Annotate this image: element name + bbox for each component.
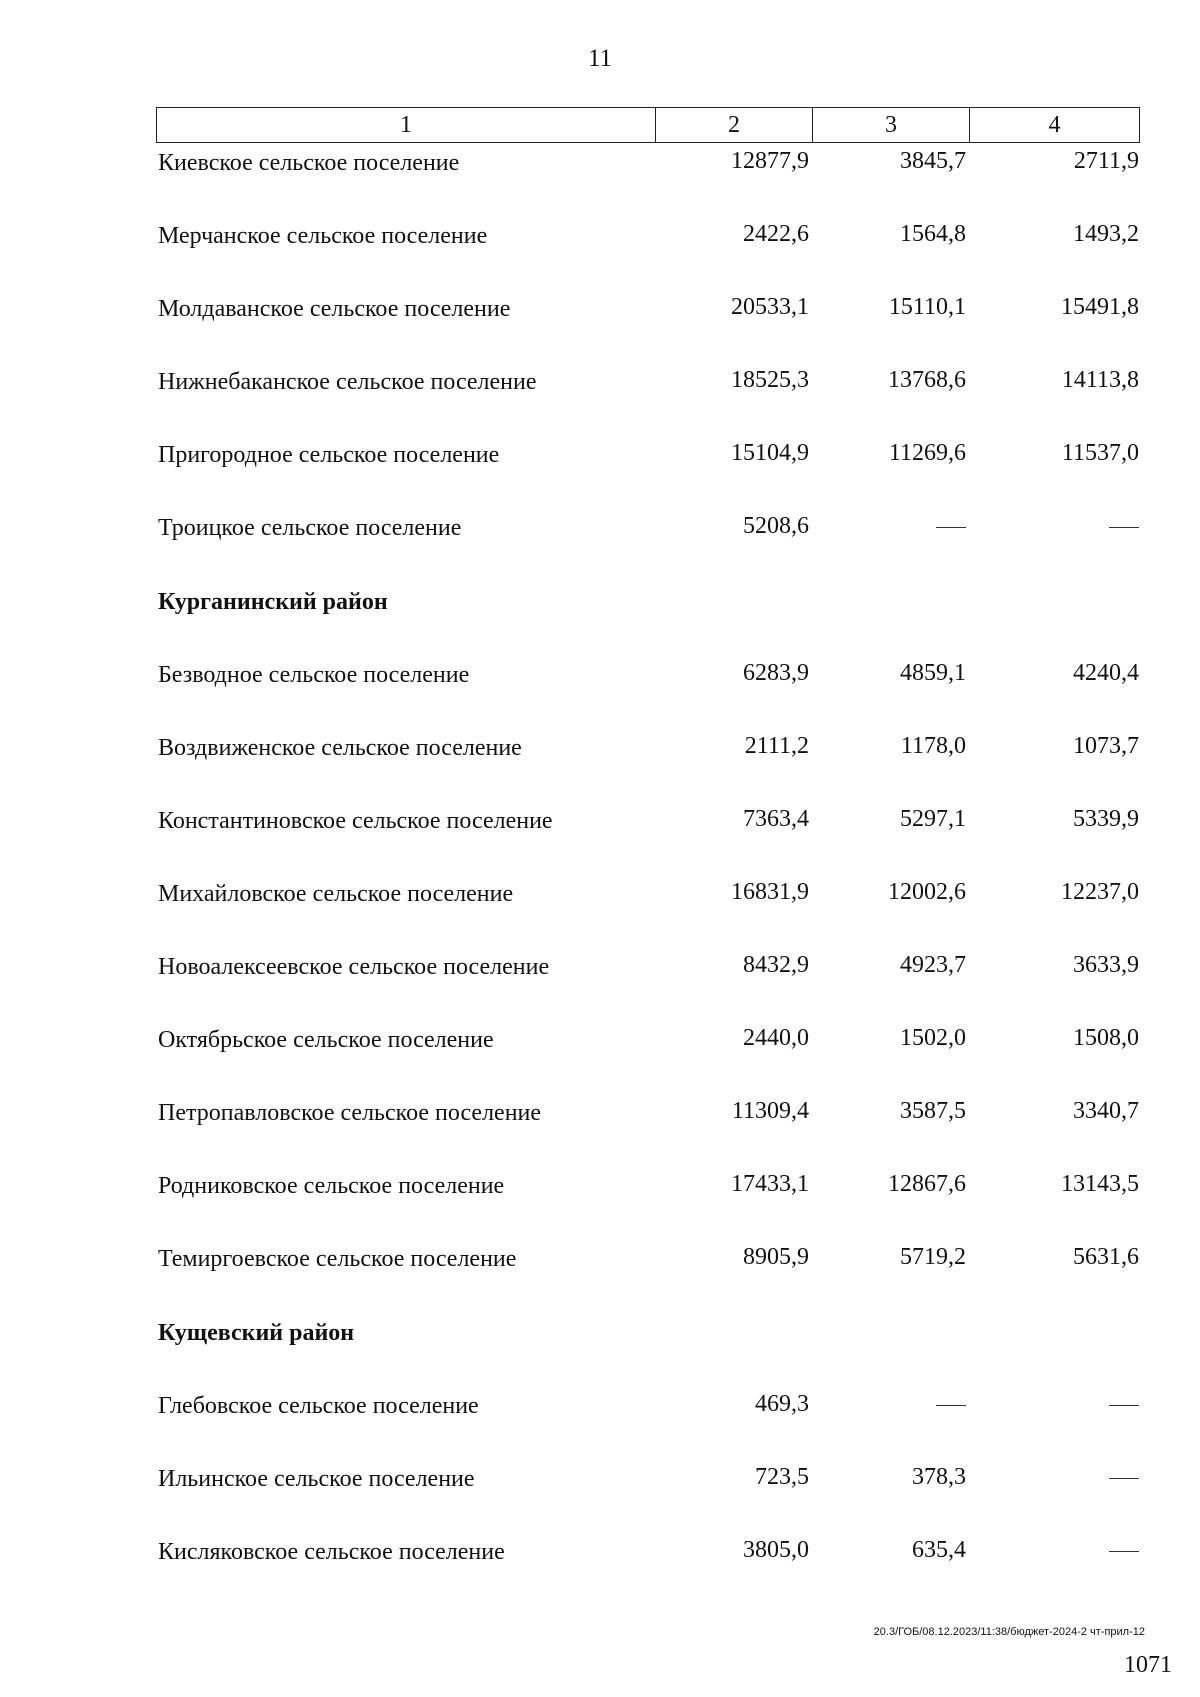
settlement-name: Ильинское сельское поселение — [158, 1465, 475, 1492]
document-code: 20.3/ГОБ/08.12.2023/11:38/бюджет-2024-2 чт-прил-12 — [873, 1626, 1145, 1638]
value-col-4: 3340,7 — [1073, 1098, 1139, 1125]
value-col-2: 469,3 — [755, 1390, 809, 1417]
settlement-name: Константиновское сельское поселение — [158, 807, 553, 834]
table-row — [0, 148, 1200, 221]
value-col-2: 17433,1 — [731, 1171, 809, 1198]
settlement-name: Нижнебаканское сельское поселение — [158, 369, 537, 396]
section-header-row — [0, 1318, 1200, 1391]
value-col-2: 8905,9 — [743, 1244, 809, 1271]
dash-mark — [936, 1405, 966, 1406]
table-row — [0, 1537, 1200, 1610]
section-header-row — [0, 587, 1200, 660]
table-row — [0, 440, 1200, 513]
value-col-4: 15491,8 — [1061, 294, 1139, 321]
table-row — [0, 806, 1200, 879]
table-row — [0, 879, 1200, 952]
settlement-name: Пригородное сельское поселение — [158, 442, 500, 469]
value-col-4: 4240,4 — [1073, 659, 1139, 686]
table-row — [0, 660, 1200, 733]
table-row — [0, 221, 1200, 294]
table-row — [0, 952, 1200, 1025]
value-col-4: 3633,9 — [1073, 952, 1139, 979]
value-col-4: 5631,6 — [1073, 1244, 1139, 1271]
footer-page-number: 1071 — [1124, 1652, 1172, 1678]
table-row — [0, 513, 1200, 586]
settlement-name: Родниковское сельское поселение — [158, 1173, 505, 1200]
value-col-2: 16831,9 — [731, 878, 809, 905]
empty-dash — [816, 1391, 966, 1418]
value-col-2: 12877,9 — [731, 148, 809, 174]
table-row — [0, 367, 1200, 440]
header-cell-4: 4 — [1048, 112, 1061, 138]
value-col-3: 5719,2 — [900, 1244, 966, 1271]
value-col-3: 12867,6 — [888, 1171, 966, 1198]
value-col-2: 15104,9 — [731, 440, 809, 467]
empty-dash — [989, 1464, 1139, 1491]
header-cell-3: 3 — [813, 108, 970, 142]
section-title: Кущевский район — [158, 1319, 355, 1346]
dash-mark — [1109, 1405, 1139, 1406]
settlement-name: Глебовское сельское поселение — [158, 1392, 479, 1419]
header-cell-2: 2 — [656, 108, 813, 142]
value-col-3: 11269,6 — [888, 440, 966, 467]
settlement-name: Петропавловское сельское поселение — [158, 1100, 542, 1127]
value-col-3: 1502,0 — [900, 1025, 966, 1052]
value-col-4: 13143,5 — [1061, 1171, 1139, 1198]
value-col-3: 4859,1 — [900, 659, 966, 686]
settlement-name: Новоалексеевское сельское поселение — [158, 954, 550, 981]
value-col-3: 635,4 — [912, 1536, 966, 1563]
value-col-2: 20533,1 — [731, 294, 809, 321]
settlement-name: Троицкое сельское поселение — [158, 515, 462, 542]
value-col-3: 13768,6 — [888, 367, 966, 394]
settlement-name: Михайловское сельское поселение — [158, 880, 514, 907]
value-col-4: 1493,2 — [1073, 221, 1139, 248]
empty-dash — [989, 1537, 1139, 1564]
settlement-name: Воздвиженское сельское поселение — [158, 734, 522, 761]
value-col-2: 6283,9 — [743, 659, 809, 686]
value-col-2: 18525,3 — [731, 367, 809, 394]
settlement-name: Кисляковское сельское поселение — [158, 1538, 505, 1565]
table-row — [0, 1025, 1200, 1098]
value-col-2: 3805,0 — [743, 1536, 809, 1563]
empty-dash — [989, 513, 1139, 540]
header-cell-1: 1 — [157, 108, 656, 142]
value-col-4: 2711,9 — [1073, 148, 1139, 174]
value-col-4: 12237,0 — [1061, 878, 1139, 905]
page-number: 11 — [587, 45, 613, 72]
settlement-name: Киевское сельское поселение — [158, 150, 460, 176]
table-body — [0, 148, 1200, 1610]
empty-dash — [816, 513, 966, 540]
value-col-2: 8432,9 — [743, 952, 809, 979]
table-row — [0, 1391, 1200, 1464]
table-row — [0, 733, 1200, 806]
section-title: Курганинский район — [158, 588, 388, 615]
value-col-3: 1178,0 — [900, 732, 966, 759]
value-col-3: 378,3 — [912, 1463, 966, 1490]
table-header — [156, 107, 1140, 143]
dash-mark — [1109, 527, 1139, 528]
value-col-3: 12002,6 — [888, 878, 966, 905]
table-row — [0, 1464, 1200, 1537]
value-col-2: 7363,4 — [743, 805, 809, 832]
settlement-name: Мерчанское сельское поселение — [158, 223, 488, 250]
settlement-name: Октябрьское сельское поселение — [158, 1027, 494, 1054]
table-row — [0, 294, 1200, 367]
value-col-4: 5339,9 — [1073, 805, 1139, 832]
empty-dash — [989, 1391, 1139, 1418]
value-col-4: 1508,0 — [1073, 1025, 1139, 1052]
value-col-2: 5208,6 — [743, 513, 809, 540]
value-col-2: 2111,2 — [744, 732, 809, 759]
value-col-3: 3587,5 — [900, 1098, 966, 1125]
table-row — [0, 1244, 1200, 1317]
value-col-2: 2440,0 — [743, 1025, 809, 1052]
settlement-name: Безводное сельское поселение — [158, 661, 470, 688]
value-col-3: 5297,1 — [900, 805, 966, 832]
value-col-2: 2422,6 — [743, 221, 809, 248]
value-col-3: 15110,1 — [888, 294, 966, 321]
value-col-2: 723,5 — [755, 1463, 809, 1490]
value-col-3: 4923,7 — [900, 952, 966, 979]
settlement-name: Темиргоевское сельское поселение — [158, 1246, 517, 1273]
value-col-2: 11309,4 — [731, 1098, 809, 1125]
table-row — [0, 1171, 1200, 1244]
value-col-4: 14113,8 — [1061, 367, 1139, 394]
dash-mark — [1109, 1478, 1139, 1479]
value-col-3: 3845,7 — [900, 148, 966, 174]
dash-mark — [1109, 1551, 1139, 1552]
value-col-3: 1564,8 — [900, 221, 966, 248]
settlement-name: Молдаванское сельское поселение — [158, 296, 511, 323]
value-col-4: 11537,0 — [1061, 440, 1139, 467]
dash-mark — [936, 527, 966, 528]
table-row — [0, 1098, 1200, 1171]
value-col-4: 1073,7 — [1073, 732, 1139, 759]
